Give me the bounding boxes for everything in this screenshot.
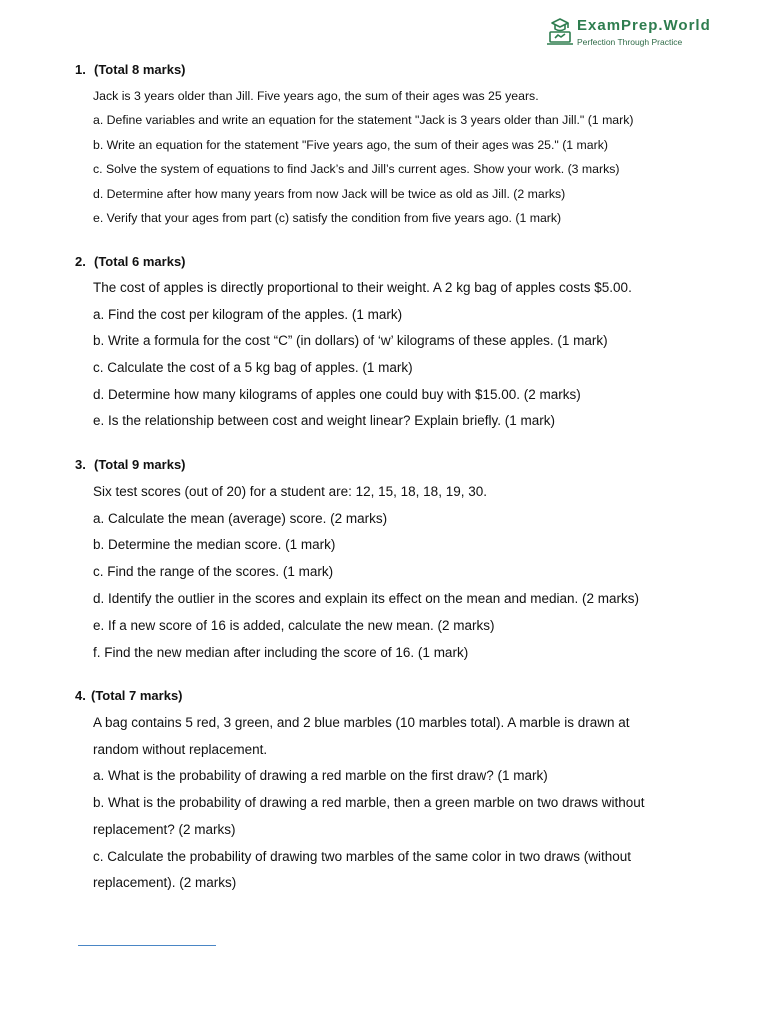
- question-part-d: d. Determine after how many years from now Jack will be twice as old as Jill. (2 marks): [93, 187, 566, 201]
- question-stem: Jack is 3 years older than Jill. Five years ago, the sum of their ages was 25 years.: [93, 89, 539, 103]
- question-number: 3.: [75, 457, 86, 472]
- question-part-b: b. Determine the median score. (1 mark): [93, 537, 336, 552]
- question-part-c-continued: replacement). (2 marks): [93, 875, 237, 890]
- question-part-a: a. Calculate the mean (average) score. (2 marks): [93, 511, 388, 526]
- question-part-c: c. Calculate the probability of drawing two marbles of the same color in two draws (without: [93, 849, 631, 864]
- question-stem-continued: random without replacement.: [93, 742, 268, 757]
- question-total-marks: (Total 8 marks): [94, 62, 186, 77]
- question-part-a: a. Define variables and write an equation for the statement "Jack is 3 years older than Jill." (1 mark): [93, 113, 634, 127]
- question-total-marks: (Total 6 marks): [94, 254, 186, 269]
- question-part-d: d. Identify the outlier in the scores and explain its effect on the mean and median. (2 marks): [93, 591, 640, 606]
- question-part-c: c. Solve the system of equations to find Jack’s and Jill’s current ages. Show your work. (3 marks): [93, 162, 620, 176]
- question-part-b: b. Write an equation for the statement "Five years ago, the sum of their ages was 25." (1 mark): [93, 138, 608, 152]
- question-heading: [75, 457, 186, 472]
- question-part-c: c. Calculate the cost of a 5 kg bag of apples. (1 mark): [93, 360, 413, 375]
- graduate-laptop-icon: [546, 16, 574, 46]
- footnote-separator: [78, 945, 216, 946]
- question-part-f: f. Find the new median after including the score of 16. (1 mark): [93, 645, 469, 660]
- question-part-b: b. What is the probability of drawing a red marble, then a green marble on two draws without: [93, 795, 645, 810]
- question-part-e: e. Verify that your ages from part (c) satisfy the condition from five years ago. (1 mark): [93, 211, 562, 225]
- question-part-a: a. Find the cost per kilogram of the apples. (1 mark): [93, 307, 403, 322]
- brand-tagline: Perfection Through Practice: [577, 37, 683, 47]
- question-part-a: a. What is the probability of drawing a red marble on the first draw? (1 mark): [93, 768, 548, 783]
- question-part-e: e. If a new score of 16 is added, calculate the new mean. (2 marks): [93, 618, 495, 633]
- question-stem: Six test scores (out of 20) for a student are: 12, 15, 18, 18, 19, 30.: [93, 484, 487, 499]
- question-part-c: c. Find the range of the scores. (1 mark): [93, 564, 334, 579]
- question-part-d: d. Determine how many kilograms of apples one could buy with $15.00. (2 marks): [93, 387, 581, 402]
- question-number: 1.: [75, 62, 86, 77]
- question-number: 2.: [75, 254, 86, 269]
- question-stem: The cost of apples is directly proportional to their weight. A 2 kg bag of apples costs $5.00.: [93, 280, 632, 295]
- question-stem: A bag contains 5 red, 3 green, and 2 blue marbles (10 marbles total). A marble is drawn at: [93, 715, 630, 730]
- brand-logo: [546, 16, 716, 48]
- question-total-marks: (Total 9 marks): [94, 457, 186, 472]
- question-number: 4.: [75, 688, 86, 703]
- question-heading: [75, 62, 186, 77]
- question-total-marks: (Total 7 marks): [91, 688, 183, 703]
- question-part-b-continued: replacement? (2 marks): [93, 822, 236, 837]
- brand-name: ExamPrep.World: [577, 17, 711, 34]
- question-heading: [75, 254, 186, 269]
- question-heading: [75, 688, 183, 703]
- question-part-b: b. Write a formula for the cost “C” (in dollars) of ‘w’ kilograms of these apples. (1 mark): [93, 333, 608, 348]
- question-part-e: e. Is the relationship between cost and weight linear? Explain briefly. (1 mark): [93, 413, 555, 428]
